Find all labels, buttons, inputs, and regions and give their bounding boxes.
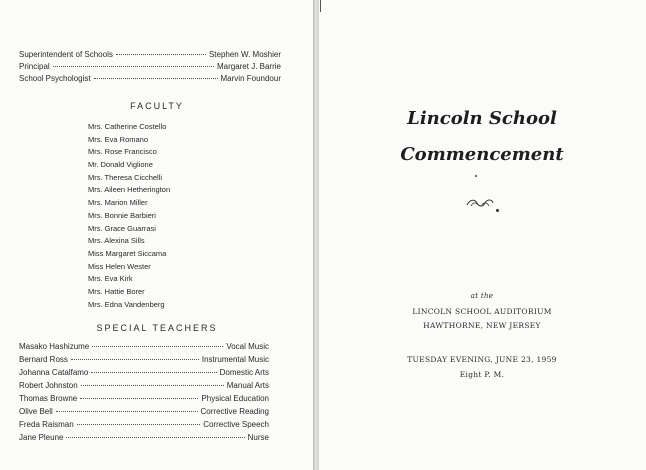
dot-leader — [56, 411, 198, 412]
dot-leader — [66, 437, 244, 438]
special-teacher-row — [19, 394, 269, 403]
at-the-text: at the — [470, 292, 494, 300]
admin-name: Stephen W. Moshier — [208, 50, 281, 59]
faculty-member: Mrs. Marion Miller — [88, 198, 148, 208]
faculty-member: Mrs. Grace Guarrasi — [88, 223, 156, 233]
teacher-name: Jane Pleune — [19, 433, 64, 442]
title-line-1: Lincoln School — [407, 108, 557, 129]
admin-role: School Psychologist — [19, 74, 91, 83]
pencil-mark — [320, 0, 321, 12]
location-text: HAWTHORNE, NEW JERSEY — [423, 321, 541, 330]
teacher-name: Robert Johnston — [19, 381, 78, 390]
faculty-member: Mrs. Eva Romano — [88, 134, 149, 144]
special-teacher-row — [19, 420, 269, 429]
faculty-list — [88, 121, 170, 311]
dot-leader — [80, 398, 198, 399]
faculty-member: Mrs. Eva Kirk — [88, 274, 133, 284]
teacher-name: Freda Raisman — [19, 420, 74, 429]
ornament-dot — [496, 209, 499, 212]
small-dot — [475, 175, 477, 177]
flourish-ornament-icon — [465, 196, 495, 210]
faculty-member: Miss Helen Wester — [88, 261, 151, 271]
teacher-name: Olive Bell — [19, 407, 53, 416]
special-teacher-row — [19, 407, 269, 416]
dot-leader — [71, 359, 199, 360]
dot-leader — [77, 424, 201, 425]
faculty-member: Mrs. Hattie Borer — [88, 286, 145, 296]
admin-row — [19, 62, 281, 71]
right-page — [318, 0, 646, 470]
faculty-member: Mrs. Theresa Cicchelli — [88, 172, 163, 182]
teacher-name: Masako Hashizume — [19, 342, 90, 351]
teacher-subject: Domestic Arts — [219, 368, 269, 377]
teacher-subject: Vocal Music — [226, 342, 269, 351]
admin-row — [19, 50, 281, 59]
faculty-member: Mrs. Catherine Costello — [88, 122, 167, 131]
venue-text: LINCOLN SCHOOL AUDITORIUM — [412, 307, 552, 316]
special-teacher-row — [19, 381, 269, 390]
teacher-subject: Corrective Reading — [200, 407, 269, 416]
teacher-name: Bernard Ross — [19, 355, 68, 364]
title-line-2: Commencement — [400, 144, 564, 165]
date-text: TUESDAY EVENING, JUNE 23, 1959 — [407, 355, 557, 364]
faculty-member: Mr. Donald Viglione — [88, 160, 153, 170]
admin-row — [19, 74, 281, 83]
special-teacher-row — [19, 355, 269, 364]
teacher-name: Thomas Browne — [19, 394, 78, 403]
dot-leader — [81, 385, 224, 386]
special-teacher-row — [19, 433, 269, 442]
teacher-subject: Corrective Speech — [203, 420, 269, 429]
dot-leader — [94, 78, 218, 79]
faculty-heading: FACULTY — [130, 101, 184, 111]
faculty-member: Mrs. Aileen Hetherington — [88, 185, 171, 195]
faculty-member: Mrs. Edna Vandenberg — [88, 299, 165, 309]
time-text: Eight P. M. — [459, 370, 505, 379]
dot-leader — [92, 346, 223, 347]
admin-name: Margaret J. Barrie — [216, 62, 281, 71]
admin-role: Superintendent of Schools — [19, 50, 113, 59]
special-teacher-row — [19, 368, 269, 377]
faculty-member: Mrs. Bonnie Barbieri — [88, 210, 156, 220]
faculty-member: Mrs. Rose Francisco — [88, 147, 157, 157]
admin-name: Marvin Foundour — [220, 74, 281, 83]
faculty-member: Mrs. Alexina Sills — [88, 236, 145, 246]
teacher-subject: Nurse — [247, 433, 269, 442]
teacher-subject: Manual Arts — [226, 381, 269, 390]
special-teacher-row — [19, 342, 269, 351]
teacher-name: Johanna Catalfamo — [19, 368, 89, 377]
dot-leader — [53, 66, 214, 67]
dot-leader — [116, 54, 206, 55]
teacher-subject: Instrumental Music — [201, 355, 269, 364]
dot-leader — [91, 372, 216, 373]
admin-role: Principal — [19, 62, 50, 71]
page-fold — [313, 0, 319, 470]
special-teachers-heading: SPECIAL TEACHERS — [96, 323, 218, 333]
faculty-member: Miss Margaret Siccama — [88, 248, 167, 258]
teacher-subject: Physical Education — [201, 394, 269, 403]
